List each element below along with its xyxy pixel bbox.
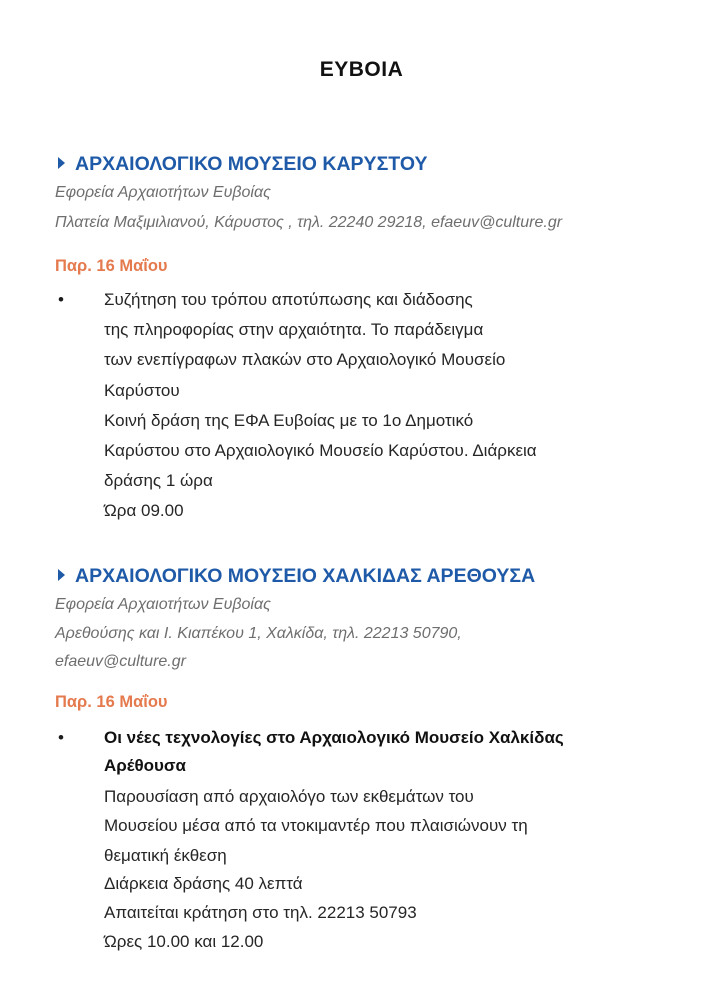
event-title-line: Αρέθουσα bbox=[104, 756, 187, 775]
event-line: Ώρα 09.00 bbox=[104, 501, 184, 520]
ephorate-chalkida: Εφορεία Αρχαιοτήτων Ευβοίας bbox=[55, 596, 271, 613]
date-chalkida: Παρ. 16 Μαΐου bbox=[55, 693, 168, 711]
triangle-right-icon bbox=[58, 569, 65, 581]
event-line: Ώρες 10.00 και 12.00 bbox=[104, 932, 264, 951]
address-karystos: Πλατεία Μαξιμιλιανού, Κάρυστος , τηλ. 22240 29218, efaeuv@culture.gr bbox=[55, 214, 563, 231]
event-line: θεματική έκθεση bbox=[104, 846, 227, 865]
event-line: Καρύστου στο Αρχαιολογικό Μουσείο Καρύστου. Διάρκεια bbox=[104, 441, 537, 460]
page-title: ΕΥΒΟΙΑ bbox=[319, 58, 404, 81]
event-line: των ενεπίγραφων πλακών στο Αρχαιολογικό Μουσείο bbox=[104, 350, 506, 369]
museum-heading-chalkida bbox=[58, 565, 535, 588]
triangle-right-icon bbox=[58, 157, 65, 169]
event-line: της πληροφορίας στην αρχαιότητα. Το παράδειγμα bbox=[104, 320, 484, 339]
date-karystos: Παρ. 16 Μαΐου bbox=[55, 257, 168, 275]
event-line: Συζήτηση του τρόπου αποτύπωσης και διάδοσης bbox=[104, 290, 473, 309]
bullet-chalkida: • bbox=[58, 728, 64, 747]
event-line: Παρουσίαση από αρχαιολόγο των εκθεμάτων του bbox=[104, 787, 474, 806]
event-line: δράσης 1 ώρα bbox=[104, 471, 213, 490]
museum-heading-chalkida-text: ΑΡΧΑΙΟΛΟΓΙΚΟ ΜΟΥΣΕΙΟ ΧΑΛΚΙΔΑΣ ΑΡΕΘΟΥΣΑ bbox=[75, 565, 536, 587]
event-title-line: Οι νέες τεχνολογίες στο Αρχαιολογικό Μουσείο Χαλκίδας bbox=[104, 728, 564, 747]
event-line: Κοινή δράση της ΕΦΑ Ευβοίας με το 1ο Δημοτικό bbox=[104, 411, 474, 430]
event-line: Καρύστου bbox=[104, 381, 180, 400]
ephorate-karystos: Εφορεία Αρχαιοτήτων Ευβοίας bbox=[55, 184, 271, 201]
event-line: Διάρκεια δράσης 40 λεπτά bbox=[104, 874, 303, 893]
bullet-karystos: • bbox=[58, 290, 64, 309]
address-chalkida: Αρεθούσης και Ι. Κιαπέκου 1, Χαλκίδα, τηλ. 22213 50790, bbox=[55, 625, 462, 642]
event-line: Απαιτείται κράτηση στο τηλ. 22213 50793 bbox=[104, 903, 417, 922]
email-chalkida: efaeuv@culture.gr bbox=[55, 653, 186, 670]
event-line: Μουσείου μέσα από τα ντοκιμαντέρ που πλαισιώνουν τη bbox=[104, 816, 528, 835]
museum-heading-karystos-text: ΑΡΧΑΙΟΛΟΓΙΚΟ ΜΟΥΣΕΙΟ ΚΑΡΥΣΤΟΥ bbox=[75, 153, 428, 175]
museum-heading-karystos bbox=[58, 153, 427, 176]
